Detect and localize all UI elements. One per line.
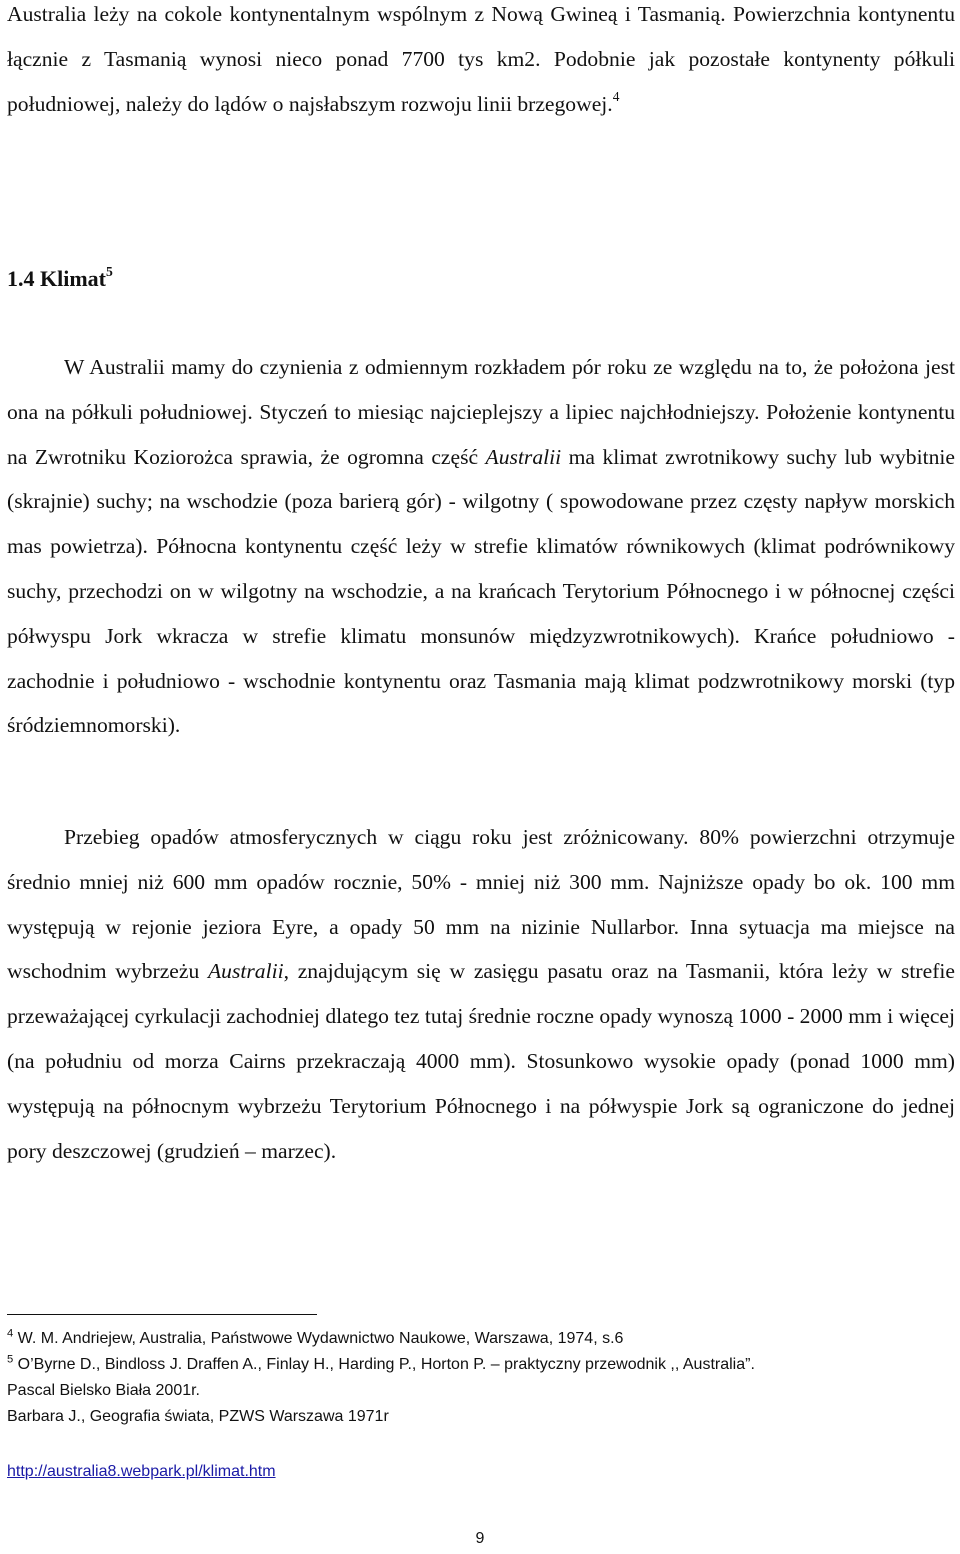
climate-paragraph [7,345,955,748]
footnote-source-barbara: Barbara J., Geografia świata, PZWS Warszawa 1971r [7,1408,389,1425]
footnote-4-number: 4 [7,1327,14,1340]
footnote-4 [7,1326,955,1352]
footnote-5-line2: Pascal Bielsko Biała 2001r. [7,1382,200,1399]
footnote-ref-4[interactable]: 4 [612,88,620,104]
intro-text: Australia leży na cokole kontynentalnym wspólnym z Nową Gwineą i Tasmanią. Powierzchnia kontynentu łącznie z Tasmanią wynosi nieco ponad 7700 tys km2. Podobnie jak pozostałe kontynenty półkuli południowej, należy do lądów o najsłabszym rozwoju linii brzegowej. [7,2,955,116]
precipitation-paragraph [7,815,955,1173]
footnotes [7,1326,955,1430]
climate-text-1: W Australii mamy do czynienia z odmiennym rozkładem pór roku ze względu na to, że położona jest ona na półkuli południowej. Styczeń to miesiąc najcieplejszy a lipiec najchłodniejszy. Położenie kontynentu na Zwrotniku Koziorożca sprawia, że ogromna część [7,355,955,469]
footnote-ref-5[interactable]: 5 [106,263,113,279]
footnote-5 [7,1352,955,1378]
section-heading [7,257,113,301]
page-number: 9 [475,1530,485,1547]
precip-text-1: Przebieg opadów atmosferycznych w ciągu roku jest zróżnicowany. 80% powierzchni otrzymuje średnio mniej niż 600 mm opadów rocznie, 50% - mniej niż 300 mm. Najniższe opady bo ok. 100 mm występują w rejonie jeziora Eyre, a opady 50 mm na nizinie Nullarbor. Inna sytuacja ma miejsce na wschodnim wybrzeżu [7,825,955,984]
section-title: 1.4 Klimat [7,266,106,291]
precip-text-2: , znajdującym się w zasięgu pasatu oraz na Tasmanii, która leży w strefie przeważającej cyrkulacji zachodniej dlatego tez tutaj średnie roczne opady wynoszą 1000 - 2000 mm i więcej (na południu od morza Cairns przekraczają 4000 mm). Stosunkowo wysokie opady (ponad 1000 mm) występują na północnym wybrzeżu Terytorium Północnego i na półwyspie Jork są ograniczone do jednej pory deszczowej (grudzień – marzec). [7,959,955,1163]
footnote-separator [7,1314,317,1315]
intro-paragraph [7,0,955,126]
precip-italic-australii: Australii [207,959,284,984]
footnote-5-number: 5 [7,1353,14,1366]
climate-text-2: ma klimat zwrotnikowy suchy lub wybitnie (skrajnie) suchy; na wschodzie (poza barierą gór) - wilgotny ( spowodowane przez częsty napływ morskich mas powietrza). Północna kontynentu część leży w strefie klimatów równikowych (klimat podrównikowy suchy, przechodzi on w wilgotny na wschodzie, a na krańcach Terytorium Północnego i w północnej części półwyspu Jork wkracza w strefie klimatu monsunów międzyzwrotnikowych). Krańce południowo - zachodnie i południowo - wschodnie kontynentu oraz Tasmania mają klimat podzwrotnikowy morski (typ śródziemnomorski). [7,444,955,738]
source-link[interactable]: http://australia8.webpark.pl/klimat.htm [7,1463,276,1480]
climate-italic-australii: Australii [485,444,562,469]
footnote-4-text: W. M. Andriejew, Australia, Państwowe Wydawnictwo Naukowe, Warszawa, 1974, s.6 [13,1330,624,1347]
footnote-5-text: O’Byrne D., Bindloss J. Draffen A., Finlay H., Harding P., Horton P. – praktyczny przewodnik ,, Australia”. [13,1356,755,1373]
